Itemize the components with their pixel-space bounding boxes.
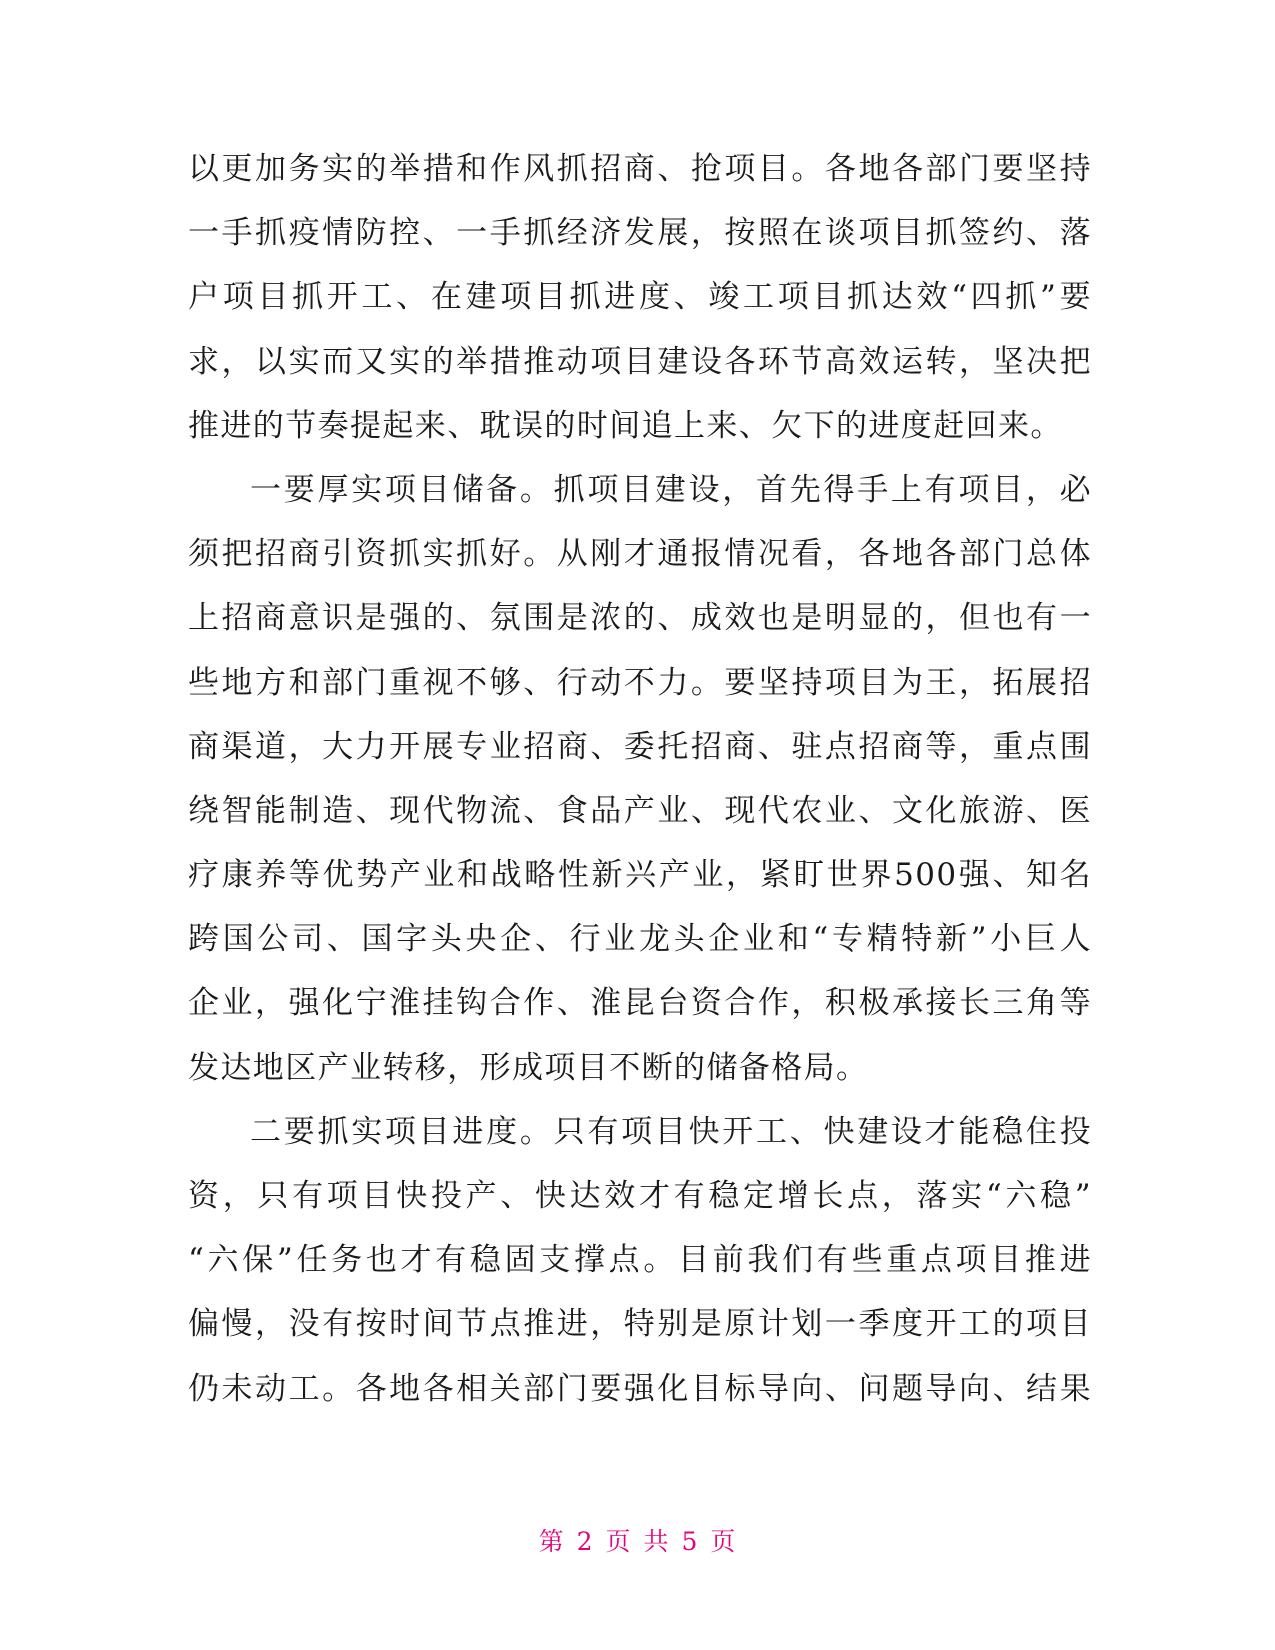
text-line: 推进的节奏提起来、耽误的时间追上来、欠下的进度赶回来。 [188,407,1063,444]
text-line: 须把招商引资抓实抓好。从刚才通报情况看，各地各部门总体 [188,536,1092,573]
page-footer [0,1522,1275,1562]
text-line: 些地方和部门重视不够、行动不力。要坚持项目为王，拓展招 [188,664,1092,701]
footer-total-pages: 5 [681,1527,699,1556]
text-line: 跨国公司、国字头央企、行业龙头企业和“专精特新”小巨人 [188,921,1092,958]
text-line: 一要厚实项目储备。抓项目建设，首先得手上有项目，必 [250,471,1092,508]
text-line: 仍未动工。各地各相关部门要强化目标导向、问题导向、结果 [188,1370,1092,1407]
footer-prefix: 第 [538,1527,565,1556]
text-line: 发达地区产业转移，形成项目不断的储备格局。 [188,1049,869,1086]
text-line: 以更加务实的举措和作风抓招商、抢项目。各地各部门要坚持 [188,151,1092,187]
text-line: 资，只有项目快投产、快达效才有稳定增长点，落实“六稳” [188,1178,1092,1214]
footer-total-unit: 页 [710,1527,737,1556]
text-line: 绕智能制造、现代物流、食品产业、现代农业、文化旅游、医 [188,792,1092,829]
text-line: 二要抓实项目进度。只有项目快开工、快建设才能稳住投 [250,1113,1092,1150]
footer-page-unit: 页 [605,1527,632,1556]
text-line: 商渠道，大力开展专业招商、委托招商、驻点招商等，重点围 [188,728,1092,765]
text-line: 企业，强化宁淮挂钩合作、淮昆台资合作，积极承接长三角等 [188,985,1092,1022]
text-line: “六保”任务也才有稳固支撑点。目前我们有些重点项目推进 [188,1242,1092,1279]
text-line: 一手抓疫情防控、一手抓经济发展，按照在谈项目抓签约、落 [188,215,1092,252]
page-body [188,137,1092,1421]
text-line: 疗康养等优势产业和战略性新兴产业，紧盯世界500强、知名 [188,857,1092,894]
text-line: 求，以实而又实的举措推动项目建设各环节高效运转，坚决把 [188,343,1092,380]
footer-current-page: 2 [576,1527,594,1556]
text-line: 户项目抓开工、在建项目抓进度、竣工项目抓达效“四抓”要 [188,279,1092,316]
footer-total-prefix: 共 [643,1527,670,1556]
text-line: 偏慢，没有按时间节点推进，特别是原计划一季度开工的项目 [188,1306,1092,1343]
text-line: 上招商意识是强的、氛围是浓的、成效也是明显的，但也有一 [188,600,1092,637]
